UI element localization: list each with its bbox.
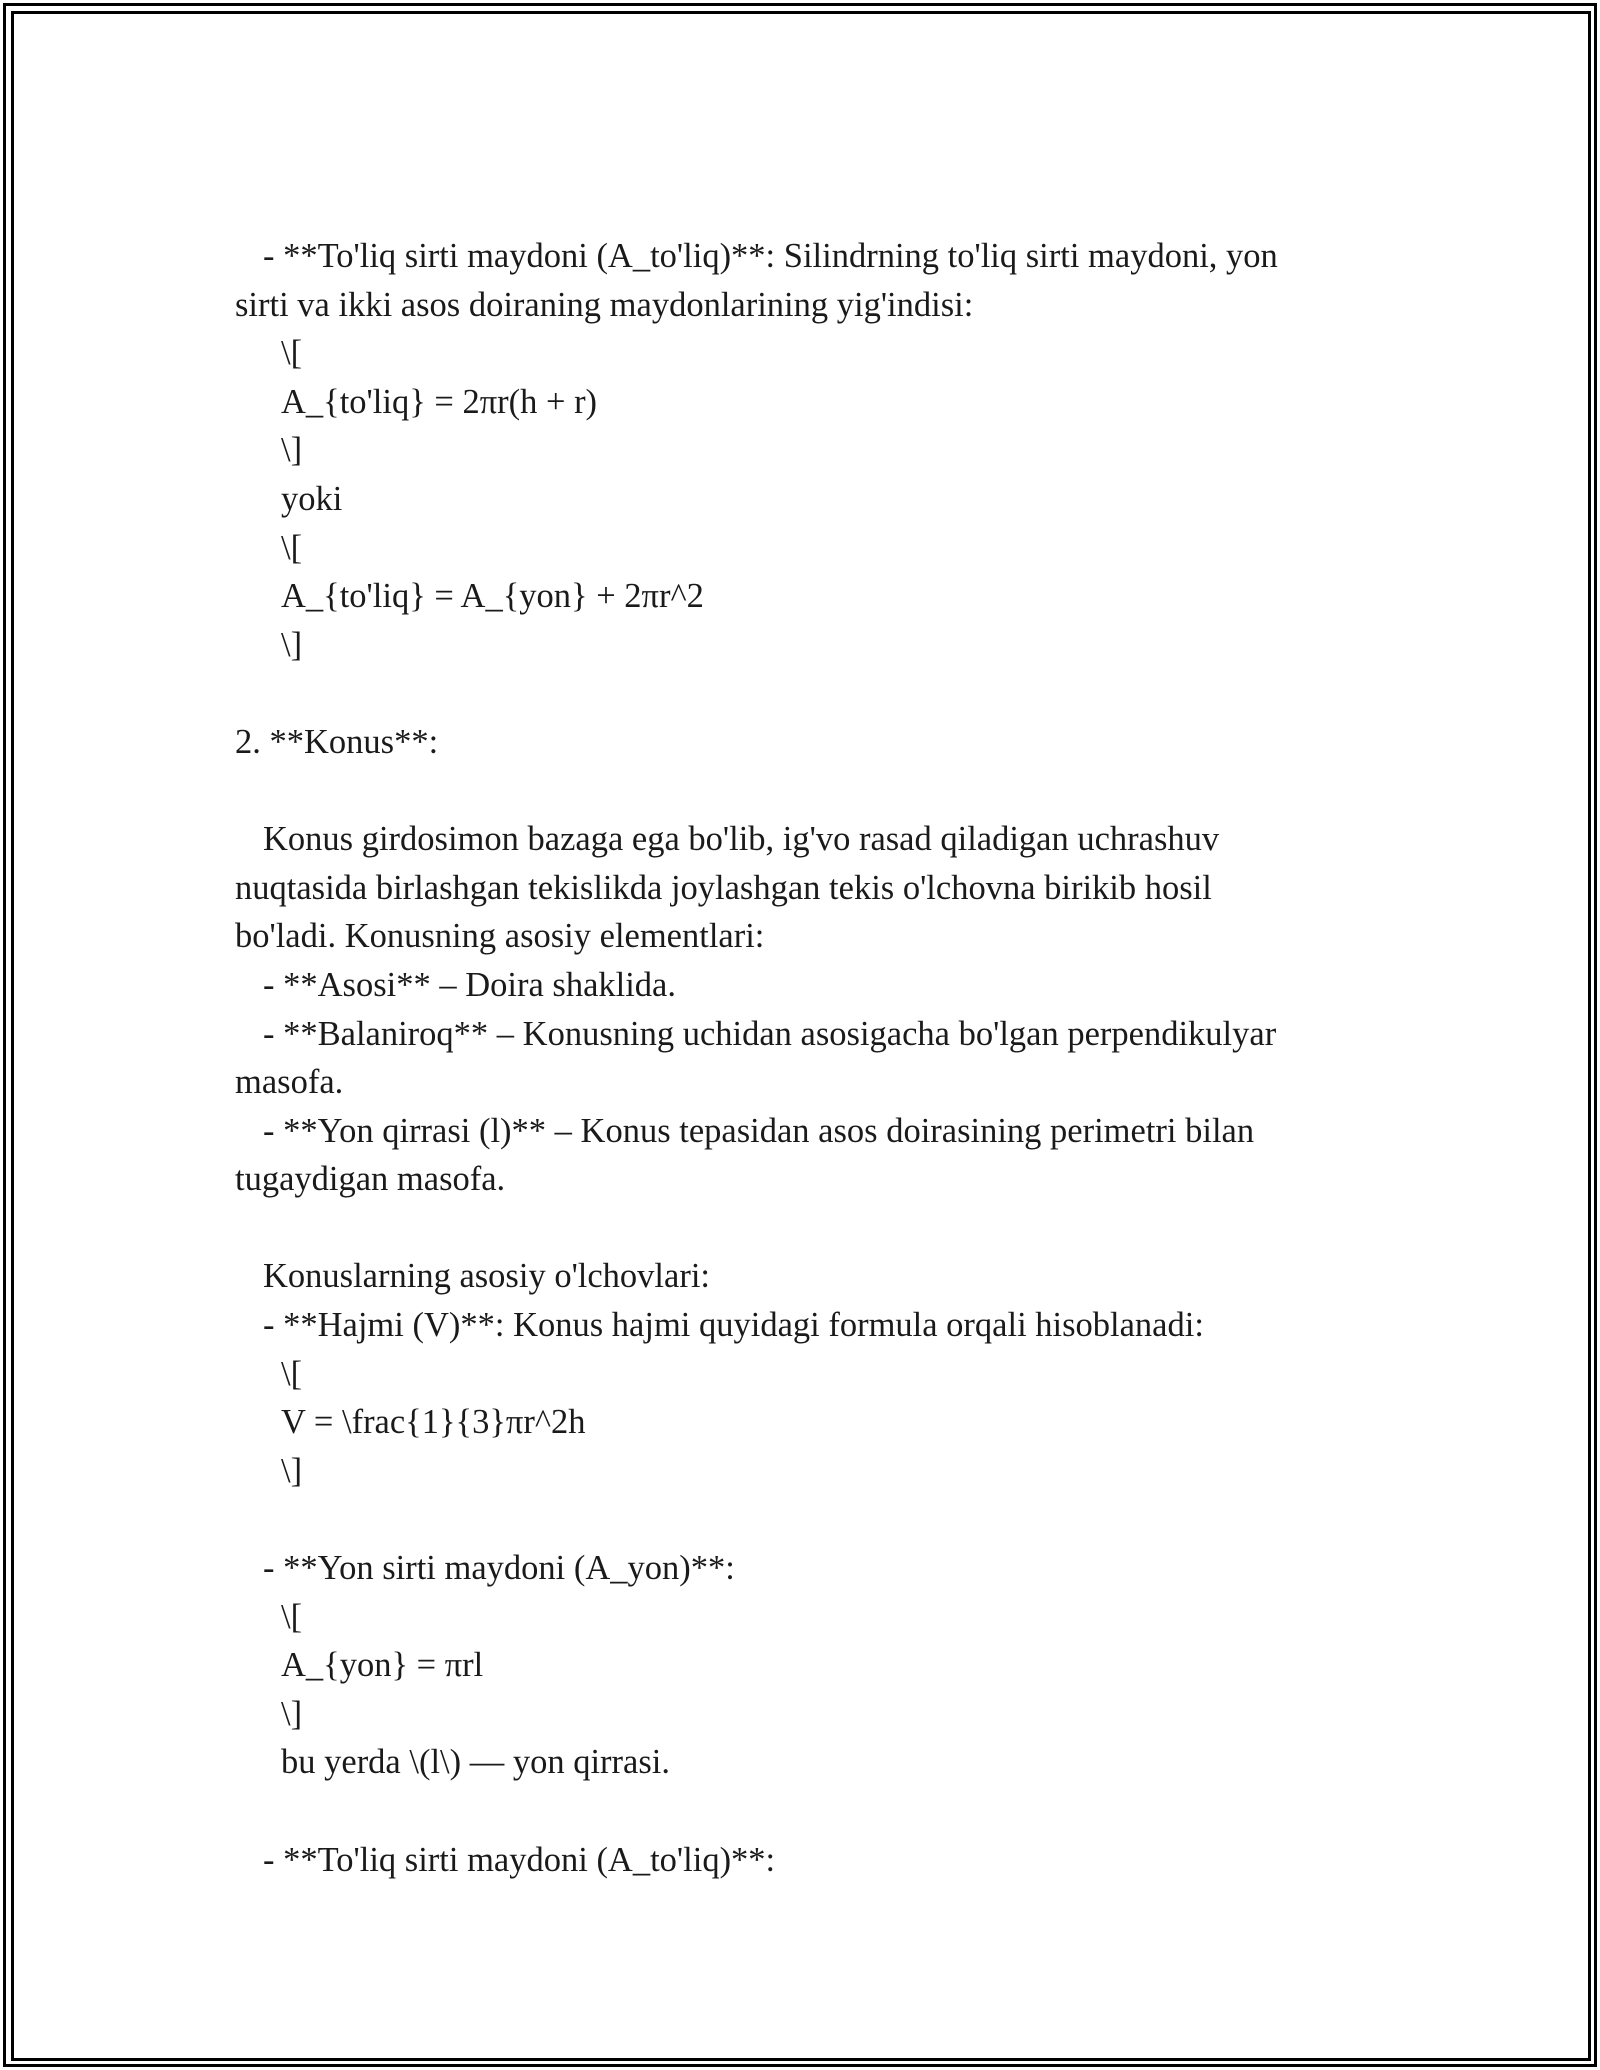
list-item: - **To'liq sirti maydoni (A_to'liq)**: xyxy=(263,1840,776,1879)
formula-line: A_{yon} = πrl xyxy=(281,1646,484,1685)
formula-line: \] xyxy=(281,1451,303,1490)
list-item: - **Yon sirti maydoni (A_yon)**: xyxy=(263,1549,735,1588)
text-line: masofa. xyxy=(235,1063,344,1102)
formula-line: \] xyxy=(281,625,303,664)
formula-line: \] xyxy=(281,431,303,470)
text-line: nuqtasida birlashgan tekislikda joylashgan tekis o'lchovna birikib hosil xyxy=(235,868,1212,907)
formula-line: \] xyxy=(281,1694,303,1733)
list-item: - **Hajmi (V)**: Konus hajmi quyidagi formula orqali hisoblanadi: xyxy=(263,1306,1204,1345)
blank-line xyxy=(235,669,1365,718)
text-line: yoki xyxy=(281,479,343,518)
blank-line xyxy=(235,767,1365,816)
list-item: - **Yon qirrasi (l)** – Konus tepasidan asos doirasining perimetri bilan xyxy=(263,1111,1255,1150)
blank-line xyxy=(235,1787,1365,1836)
text-line: Konuslarning asosiy o'lchovlari: xyxy=(263,1257,710,1296)
blank-line xyxy=(235,1204,1365,1253)
document-body xyxy=(235,232,1365,1884)
text-line: bo'ladi. Konusning asosiy elementlari: xyxy=(235,917,765,956)
section-heading: 2. **Konus**: xyxy=(235,722,439,761)
text-line: tugaydigan masofa. xyxy=(235,1160,506,1199)
list-item: - **Asosi** – Doira shaklida. xyxy=(263,965,676,1004)
formula-line: A_{to'liq} = A_{yon} + 2πr^2 xyxy=(281,577,704,616)
list-item: - **Balaniroq** – Konusning uchidan asosigacha bo'lgan perpendikulyar xyxy=(263,1014,1277,1053)
formula-line: V = \frac{1}{3}πr^2h xyxy=(281,1403,586,1442)
text-line: - **To'liq sirti maydoni (A_to'liq)**: Silindrning to'liq sirti maydoni, yon xyxy=(263,237,1278,275)
text-line: sirti va ikki asos doiraning maydonlarining yig'indisi: xyxy=(235,285,974,324)
text-line: Konus girdosimon bazaga ega bo'lib, ig'vo rasad qiladigan uchrashuv xyxy=(263,820,1220,859)
blank-line xyxy=(235,1495,1365,1544)
formula-line: \[ xyxy=(281,528,303,567)
formula-line: \[ xyxy=(281,1354,303,1393)
formula-line: \[ xyxy=(281,1597,303,1636)
formula-line: \[ xyxy=(281,334,303,373)
text-line: bu yerda \(l\) — yon qirrasi. xyxy=(281,1743,670,1782)
formula-line: A_{to'liq} = 2πr(h + r) xyxy=(281,382,598,421)
